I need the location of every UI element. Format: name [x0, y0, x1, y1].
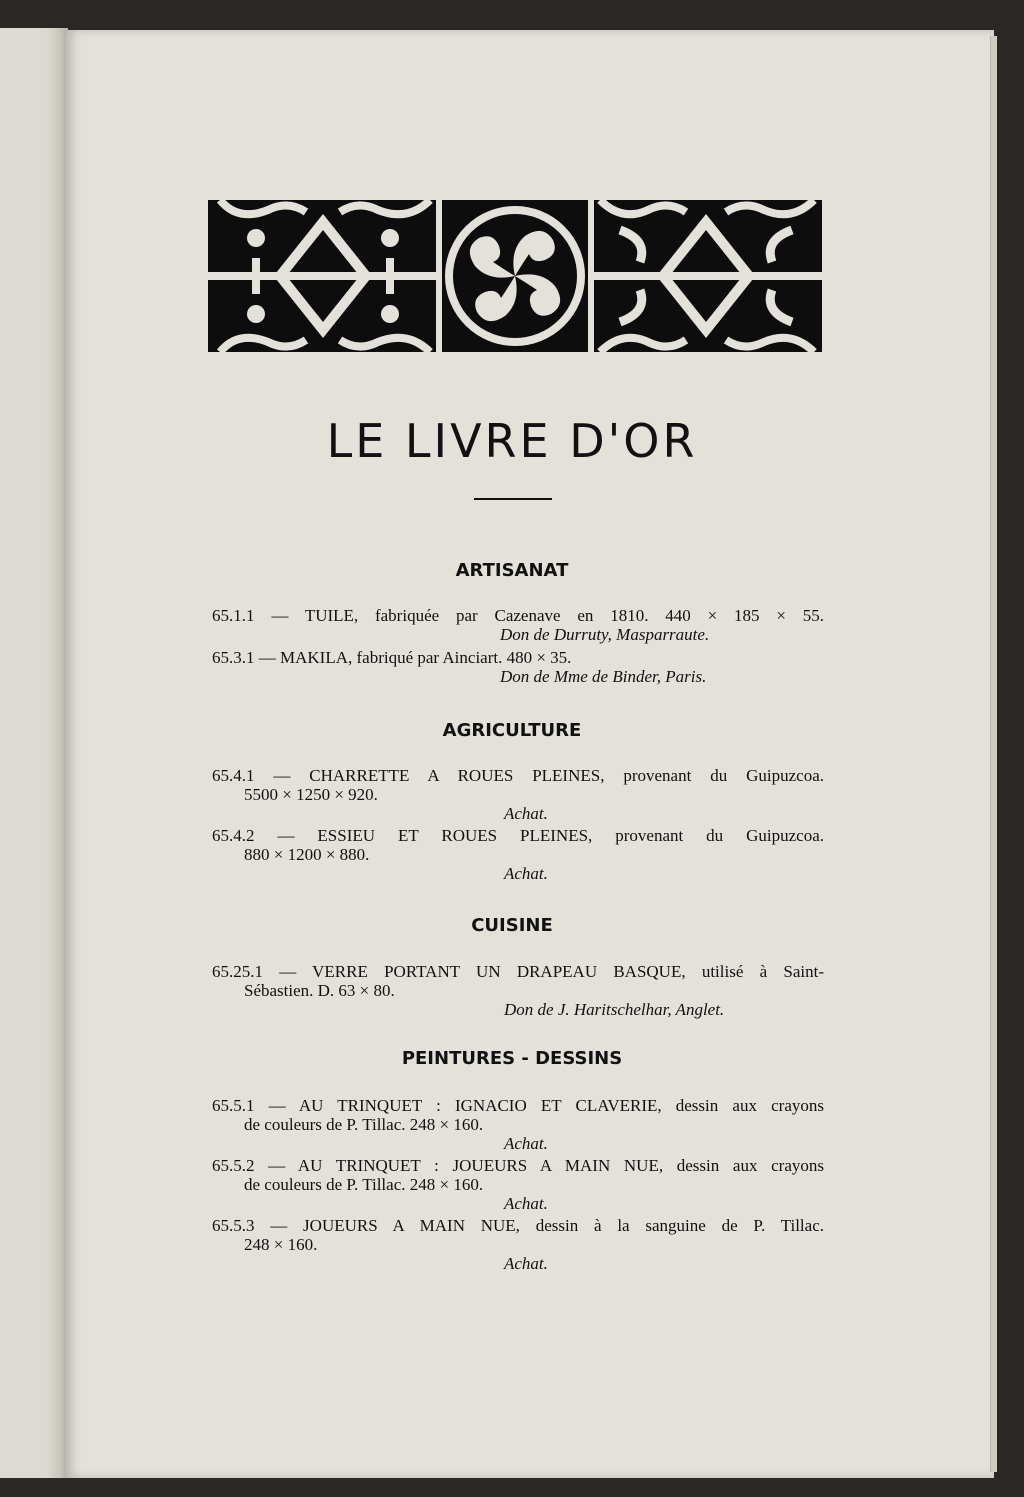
left-page-edge	[0, 28, 68, 1478]
entry-source: Achat.	[504, 804, 548, 823]
entry-text: 65.3.1 — MAKILA, fabriqué par Ainciart. 480 × 35.	[212, 648, 572, 667]
section-heading-artisanat: ARTISANAT	[455, 560, 569, 581]
entry-65-5-1	[212, 1096, 824, 1153]
entry-source: Achat.	[504, 1134, 548, 1153]
entry-text: 65.1.1 — TUILE, fabriquée par Cazenave en 1810. 440 × 185 × 55.	[212, 606, 824, 625]
entry-source: Achat.	[504, 864, 548, 883]
entry-text: 65.5.2 — AU TRINQUET : JOUEURS A MAIN NUE, dessin aux crayons	[212, 1156, 824, 1175]
page-title: LE LIVRE D'OR	[326, 414, 698, 468]
entry-text: 65.4.1 — CHARRETTE A ROUES PLEINES, provenant du Guipuzcoa.	[212, 766, 824, 785]
entry-text-cont: 248 × 160.	[244, 1235, 318, 1254]
entry-65-4-2	[212, 826, 824, 883]
section-heading-agriculture: AGRICULTURE	[442, 720, 582, 741]
entry-text-cont: de couleurs de P. Tillac. 248 × 160.	[244, 1115, 484, 1134]
entry-source: Don de Mme de Binder, Paris.	[500, 667, 707, 686]
entry-text-cont: 880 × 1200 × 880.	[244, 845, 370, 864]
section-heading-cuisine: CUISINE	[471, 915, 553, 936]
entry-source: Achat.	[504, 1254, 548, 1273]
entry-text-cont: Sébastien. D. 63 × 80.	[244, 981, 395, 1000]
entry-text: 65.4.2 — ESSIEU ET ROUES PLEINES, provenant du Guipuzcoa.	[212, 826, 824, 845]
entry-source: Don de Durruty, Masparraute.	[500, 625, 710, 644]
entry-text-cont: 5500 × 1250 × 920.	[244, 785, 378, 804]
entry-65-5-3	[212, 1216, 824, 1273]
page-edge	[990, 36, 997, 1472]
entry-65-25-1	[212, 962, 824, 1019]
entry-65-4-1	[212, 766, 824, 823]
entry-source: Don de J. Haritschelhar, Anglet.	[504, 1000, 725, 1019]
entry-text: 65.5.1 — AU TRINQUET : IGNACIO ET CLAVERIE, dessin aux crayons	[212, 1096, 824, 1115]
basque-ornament-banner	[208, 200, 822, 352]
entry-text: 65.25.1 — VERRE PORTANT UN DRAPEAU BASQUE, utilisé à Saint-	[212, 962, 824, 981]
entry-source: Achat.	[504, 1194, 548, 1213]
entry-65-1-1	[212, 606, 824, 644]
entry-text: 65.5.3 — JOUEURS A MAIN NUE, dessin à la sanguine de P. Tillac.	[212, 1216, 824, 1235]
entry-65-3-1	[212, 648, 824, 686]
book-fold	[46, 28, 66, 1478]
section-heading-peintures: PEINTURES - DESSINS	[401, 1048, 623, 1069]
entry-text-cont: de couleurs de P. Tillac. 248 × 160.	[244, 1175, 484, 1194]
entry-65-5-2	[212, 1156, 824, 1213]
title-rule	[474, 498, 552, 500]
